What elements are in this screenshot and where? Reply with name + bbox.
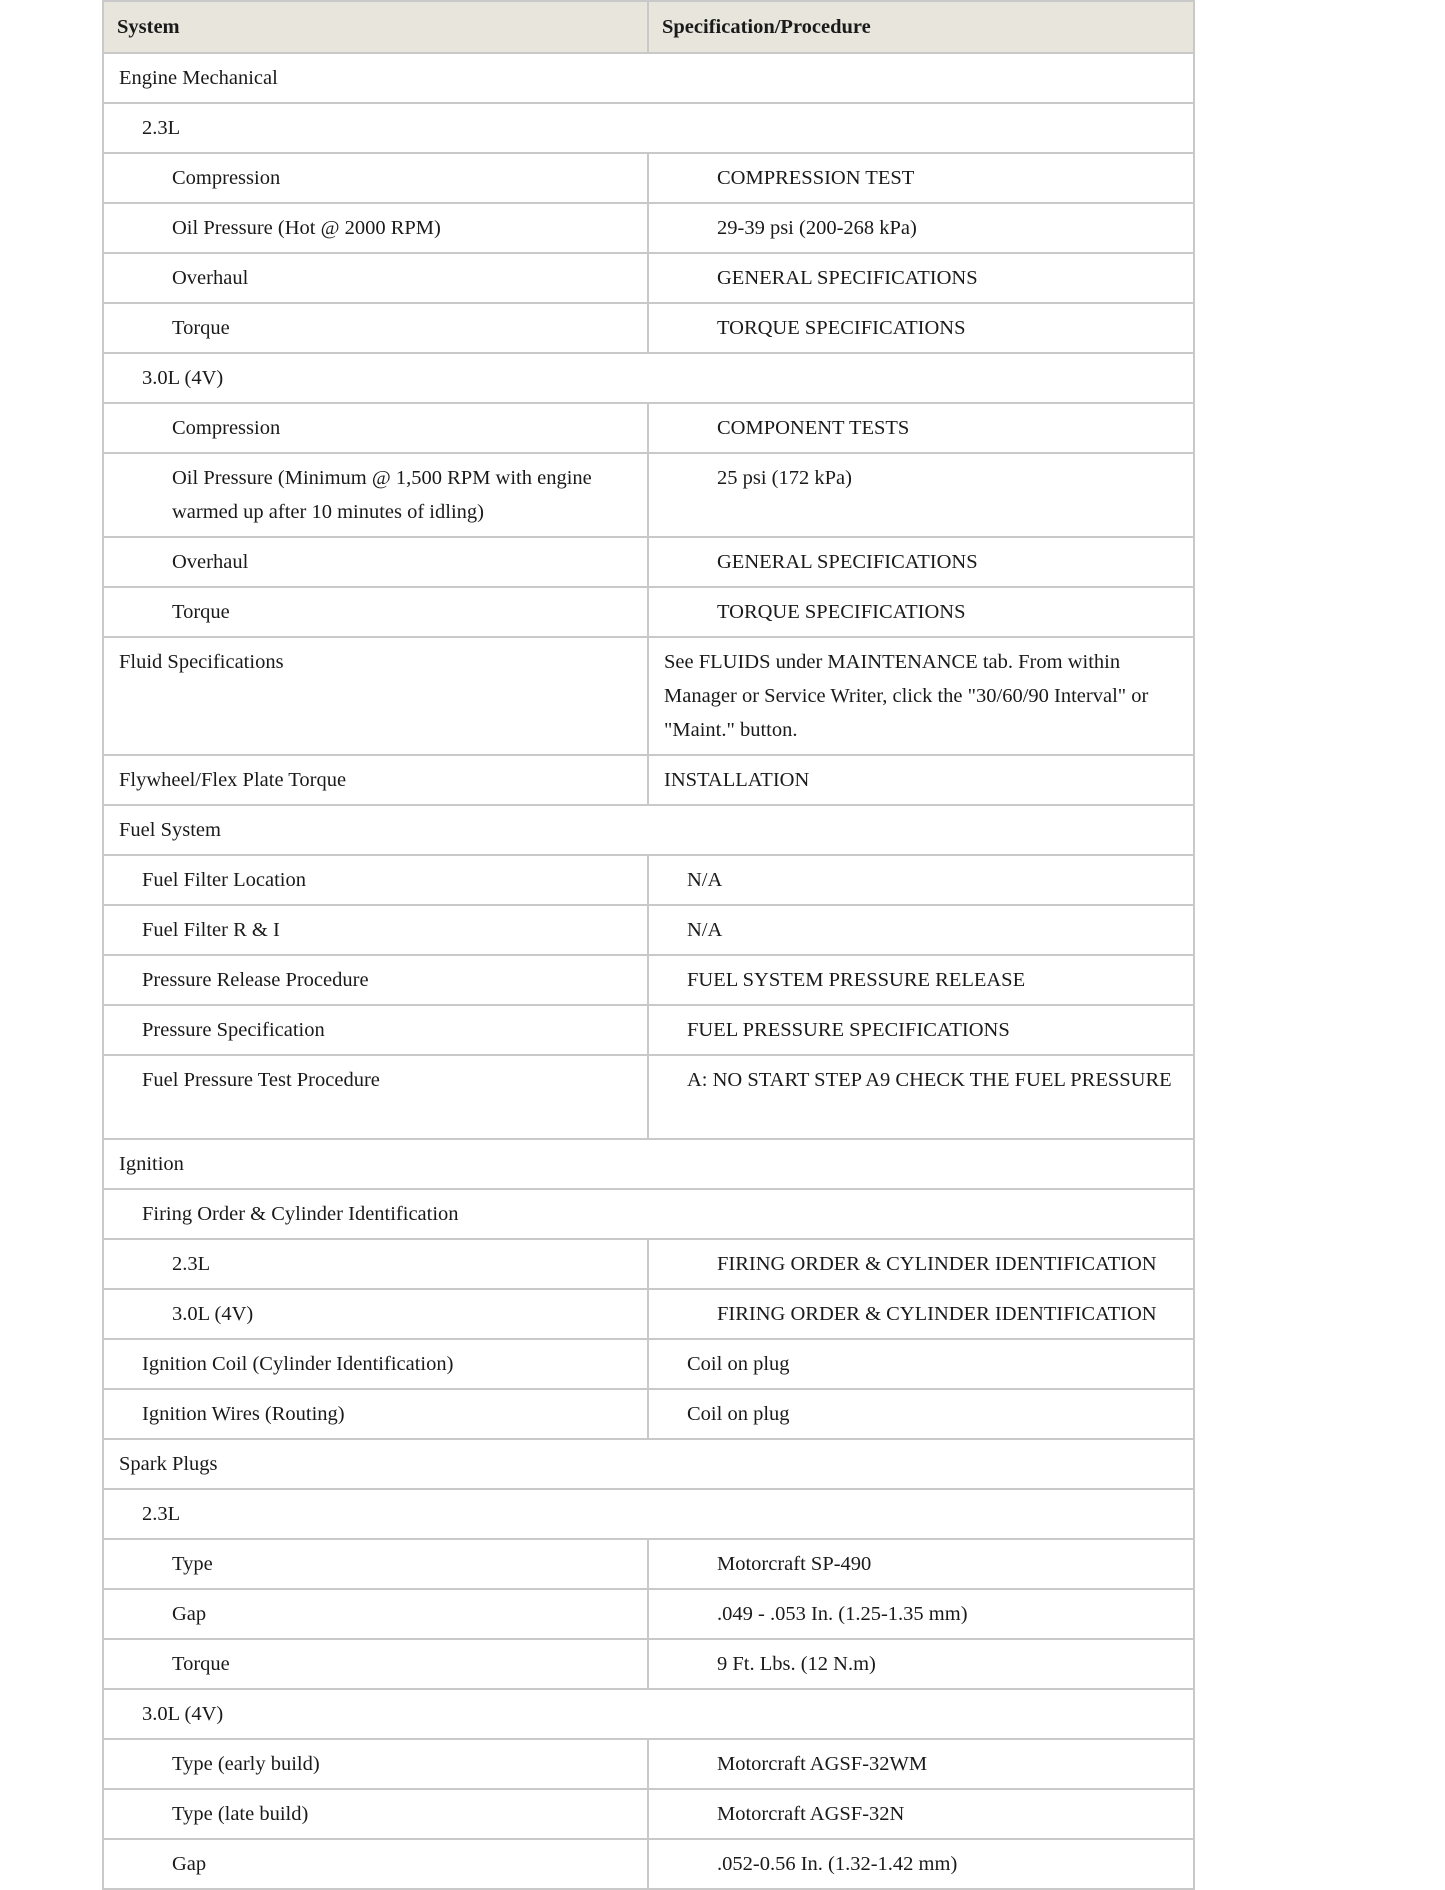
- table-section-row: [103, 1139, 1194, 1189]
- table-section-row: [103, 805, 1194, 855]
- row-pressure-specification-value: FUEL PRESSURE SPECIFICATIONS: [648, 1005, 1194, 1055]
- row-spark-3-0l-type-late-value: Motorcraft AGSF-32N: [648, 1789, 1194, 1839]
- row-2-3l-torque-label: Torque: [103, 303, 648, 353]
- table-section-row: [103, 53, 1194, 103]
- table-row: [103, 1239, 1194, 1289]
- table-row: [103, 253, 1194, 303]
- row-spark-3-0l-type-late-label: Type (late build): [103, 1789, 648, 1839]
- table-row: [103, 637, 1194, 755]
- row-firing-order-2-3l-value: FIRING ORDER & CYLINDER IDENTIFICATION: [648, 1239, 1194, 1289]
- table-row: [103, 537, 1194, 587]
- specification-table: [102, 0, 1195, 1890]
- row-3-0l-oil-pressure-label: Oil Pressure (Minimum @ 1,500 RPM with engine warmed up after 10 minutes of idling): [103, 453, 648, 537]
- table-section-row: [103, 1489, 1194, 1539]
- row-spark-2-3l-gap-value: .049 - .053 In. (1.25-1.35 mm): [648, 1589, 1194, 1639]
- spark-plugs-section-label: Spark Plugs: [103, 1439, 1194, 1489]
- engine-mechanical-section-label: Engine Mechanical: [103, 53, 1194, 103]
- row-2-3l-oil-pressure-label: Oil Pressure (Hot @ 2000 RPM): [103, 203, 648, 253]
- table-row: [103, 1289, 1194, 1339]
- row-pressure-release-label: Pressure Release Procedure: [103, 955, 648, 1005]
- row-spark-2-3l-torque-value: 9 Ft. Lbs. (12 N.m): [648, 1639, 1194, 1689]
- table-row: [103, 1389, 1194, 1439]
- table-row: [103, 1789, 1194, 1839]
- row-flywheel-torque-label: Flywheel/Flex Plate Torque: [103, 755, 648, 805]
- row-2-3l-compression-label: Compression: [103, 153, 648, 203]
- row-ignition-wires-value: Coil on plug: [648, 1389, 1194, 1439]
- header-system: System: [103, 1, 648, 53]
- header-row: [103, 1, 1194, 53]
- ignition-section-label: Ignition: [103, 1139, 1194, 1189]
- row-spark-3-0l-gap-label: Gap: [103, 1839, 648, 1889]
- row-3-0l-overhaul-value: GENERAL SPECIFICATIONS: [648, 537, 1194, 587]
- row-2-3l-overhaul-label: Overhaul: [103, 253, 648, 303]
- row-3-0l-overhaul-label: Overhaul: [103, 537, 648, 587]
- row-fuel-pressure-test-label: Fuel Pressure Test Procedure: [103, 1055, 648, 1139]
- spark-3-0l-subsection-label: 3.0L (4V): [103, 1689, 1194, 1739]
- table-row: [103, 203, 1194, 253]
- row-2-3l-oil-pressure-value: 29-39 psi (200-268 kPa): [648, 203, 1194, 253]
- row-2-3l-torque-value: TORQUE SPECIFICATIONS: [648, 303, 1194, 353]
- row-fuel-filter-location-label: Fuel Filter Location: [103, 855, 648, 905]
- row-spark-3-0l-gap-value: .052-0.56 In. (1.32-1.42 mm): [648, 1839, 1194, 1889]
- table-row: [103, 453, 1194, 537]
- row-fluid-specifications-value: See FLUIDS under MAINTENANCE tab. From within Manager or Service Writer, click the "30/60/90 Interval" or "Maint." button.: [648, 637, 1194, 755]
- table-body: [103, 53, 1194, 1889]
- table-section-row: [103, 1439, 1194, 1489]
- row-spark-3-0l-type-early-label: Type (early build): [103, 1739, 648, 1789]
- row-3-0l-compression-label: Compression: [103, 403, 648, 453]
- table-row: [103, 587, 1194, 637]
- table-section-row: [103, 103, 1194, 153]
- row-2-3l-compression-value: COMPRESSION TEST: [648, 153, 1194, 203]
- row-3-0l-torque-label: Torque: [103, 587, 648, 637]
- row-3-0l-torque-value: TORQUE SPECIFICATIONS: [648, 587, 1194, 637]
- row-spark-2-3l-type-label: Type: [103, 1539, 648, 1589]
- table-row: [103, 905, 1194, 955]
- table-row: [103, 1839, 1194, 1889]
- row-spark-2-3l-gap-label: Gap: [103, 1589, 648, 1639]
- row-3-0l-oil-pressure-value: 25 psi (172 kPa): [648, 453, 1194, 537]
- row-fuel-filter-location-value: N/A: [648, 855, 1194, 905]
- engine-2-3l-subsection-label: 2.3L: [103, 103, 1194, 153]
- row-spark-2-3l-type-value: Motorcraft SP-490: [648, 1539, 1194, 1589]
- row-spark-3-0l-type-early-value: Motorcraft AGSF-32WM: [648, 1739, 1194, 1789]
- engine-3-0l-subsection-label: 3.0L (4V): [103, 353, 1194, 403]
- table-row: [103, 855, 1194, 905]
- table-row: [103, 1739, 1194, 1789]
- table-row: [103, 1639, 1194, 1689]
- table-row: [103, 1055, 1194, 1139]
- table-row: [103, 153, 1194, 203]
- row-3-0l-compression-value: COMPONENT TESTS: [648, 403, 1194, 453]
- fuel-system-section-label: Fuel System: [103, 805, 1194, 855]
- row-fuel-pressure-test-value: A: NO START STEP A9 CHECK THE FUEL PRESSURE: [648, 1055, 1194, 1139]
- table-row: [103, 1339, 1194, 1389]
- row-ignition-wires-label: Ignition Wires (Routing): [103, 1389, 648, 1439]
- row-ignition-coil-label: Ignition Coil (Cylinder Identification): [103, 1339, 648, 1389]
- row-fuel-filter-ri-label: Fuel Filter R & I: [103, 905, 648, 955]
- table-section-row: [103, 353, 1194, 403]
- row-pressure-release-value: FUEL SYSTEM PRESSURE RELEASE: [648, 955, 1194, 1005]
- row-pressure-specification-label: Pressure Specification: [103, 1005, 648, 1055]
- row-fluid-specifications-label: Fluid Specifications: [103, 637, 648, 755]
- row-ignition-coil-value: Coil on plug: [648, 1339, 1194, 1389]
- row-flywheel-torque-value: INSTALLATION: [648, 755, 1194, 805]
- table-row: [103, 303, 1194, 353]
- table-row: [103, 955, 1194, 1005]
- table-section-row: [103, 1689, 1194, 1739]
- table-row: [103, 403, 1194, 453]
- firing-order-subsection-label: Firing Order & Cylinder Identification: [103, 1189, 1194, 1239]
- table-header: [103, 1, 1194, 53]
- table-section-row: [103, 1189, 1194, 1239]
- row-spark-2-3l-torque-label: Torque: [103, 1639, 648, 1689]
- table-row: [103, 1539, 1194, 1589]
- table-row: [103, 755, 1194, 805]
- row-fuel-filter-ri-value: N/A: [648, 905, 1194, 955]
- spark-2-3l-subsection-label: 2.3L: [103, 1489, 1194, 1539]
- table-row: [103, 1005, 1194, 1055]
- row-firing-order-3-0l-label: 3.0L (4V): [103, 1289, 648, 1339]
- row-firing-order-3-0l-value: FIRING ORDER & CYLINDER IDENTIFICATION: [648, 1289, 1194, 1339]
- row-firing-order-2-3l-label: 2.3L: [103, 1239, 648, 1289]
- table-row: [103, 1589, 1194, 1639]
- header-specification-procedure: Specification/Procedure: [648, 1, 1194, 53]
- row-2-3l-overhaul-value: GENERAL SPECIFICATIONS: [648, 253, 1194, 303]
